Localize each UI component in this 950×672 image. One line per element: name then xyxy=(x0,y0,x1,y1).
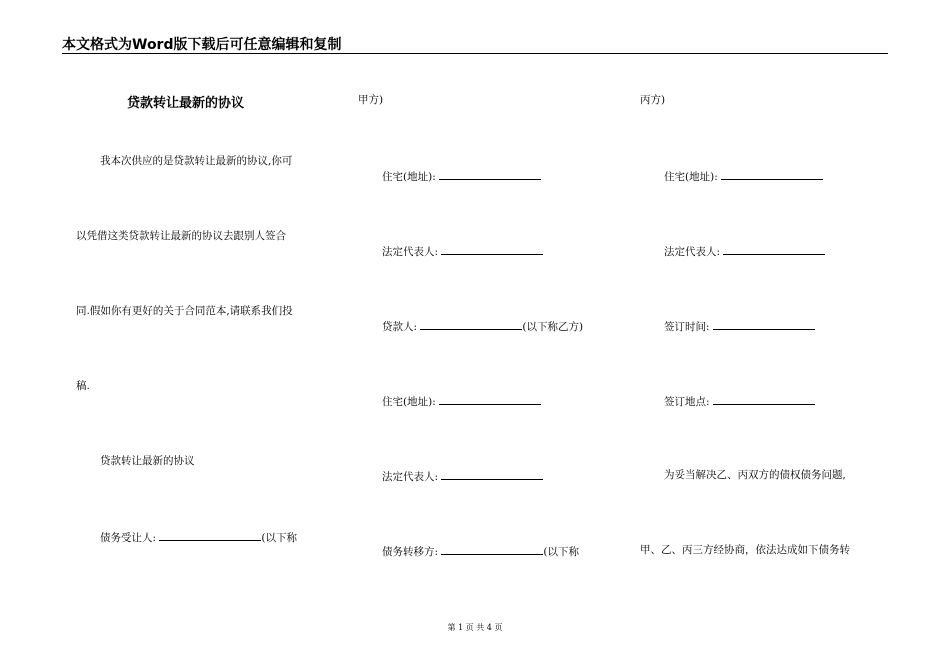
party-c-address-label: 住宅(地址): xyxy=(664,171,722,183)
signing-date-label: 签订时间: xyxy=(664,321,713,333)
assignee-blank xyxy=(159,529,261,541)
transferor-blank xyxy=(441,543,543,555)
signing-date-line xyxy=(664,318,815,334)
transferor-label: 债务转移方: xyxy=(382,546,442,558)
assignee-suffix: (以下称 xyxy=(261,532,297,544)
signing-place-line xyxy=(664,393,815,409)
party-b-representative-blank xyxy=(441,468,543,480)
signing-place-label: 签订地点: xyxy=(664,396,713,408)
signing-date-blank xyxy=(713,318,815,330)
lender-label: 贷款人: xyxy=(382,321,421,333)
document-title: 贷款转让最新的协议 xyxy=(127,96,245,111)
party-b-address-blank xyxy=(439,393,541,405)
party-c-address-blank xyxy=(721,168,823,180)
party-c-representative-blank xyxy=(723,243,825,255)
assignee-line xyxy=(100,529,297,545)
party-b-address-line xyxy=(382,393,541,409)
page-number: 第 1 页 共 4 页 xyxy=(447,623,503,632)
party-c-representative-label: 法定代表人: xyxy=(664,246,724,258)
intro-line-3: 同.假如你有更好的关于合同范本,请联系我们投 xyxy=(76,305,293,317)
intro-line-4: 稿. xyxy=(76,380,90,392)
party-a-address-line xyxy=(382,168,541,184)
party-b-representative-line xyxy=(382,468,543,484)
party-c-representative-line xyxy=(664,243,825,259)
party-a-representative-line xyxy=(382,243,543,259)
party-a-address-label: 住宅(地址): xyxy=(382,171,440,183)
party-c-address-line xyxy=(664,168,823,184)
intro-line-1: 我本次供应的是贷款转让最新的协议,你可 xyxy=(100,155,293,167)
document-header: 本文格式为Word版下载后可任意编辑和复制 xyxy=(62,37,342,53)
party-b-representative-label: 法定代表人: xyxy=(382,471,442,483)
lender-blank xyxy=(420,318,522,330)
intro-line-2: 以凭借这类贷款转让最新的协议去跟别人签合 xyxy=(76,230,286,242)
lender-line xyxy=(382,318,583,334)
party-a-address-blank xyxy=(439,168,541,180)
party-b-address-label: 住宅(地址): xyxy=(382,396,440,408)
purpose-line-1: 为妥当解决乙、丙双方的债权债务问题, xyxy=(664,469,846,481)
assignee-label: 债务受让人: xyxy=(100,532,160,544)
party-a-representative-blank xyxy=(441,243,543,255)
section-heading: 贷款转让最新的协议 xyxy=(100,455,195,467)
party-a-representative-label: 法定代表人: xyxy=(382,246,442,258)
transferor-line xyxy=(382,543,579,559)
transferor-suffix: (以下称 xyxy=(543,546,579,558)
header-divider xyxy=(62,53,888,54)
lender-suffix: (以下称乙方) xyxy=(522,321,584,333)
party-a-closing: 甲方) xyxy=(358,94,384,106)
signing-place-blank xyxy=(713,393,815,405)
party-c-closing: 丙方) xyxy=(640,94,666,106)
purpose-line-2: 甲、乙、丙三方经协商，依法达成如下债务转 xyxy=(640,544,850,556)
